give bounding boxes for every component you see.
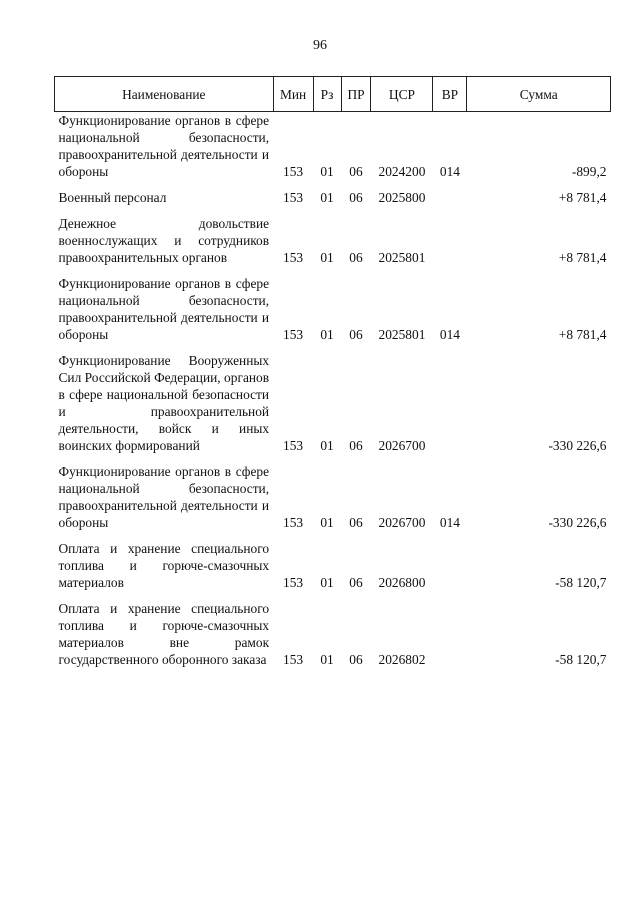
row-vr: [433, 215, 467, 275]
row-min: 153: [283, 327, 304, 342]
row-sum: -58 120,7: [555, 575, 607, 590]
header-csr: ЦСР: [371, 77, 433, 112]
row-min: 153: [283, 575, 304, 590]
row-sum: +8 781,4: [558, 327, 607, 342]
row-pr: 06: [349, 575, 363, 590]
row-rz: 01: [320, 327, 334, 342]
row-pr: 06: [349, 250, 363, 265]
row-pr: 06: [349, 652, 363, 667]
row-csr: 2026800: [378, 575, 426, 590]
table-row: [55, 275, 611, 352]
row-vr: 014: [439, 515, 460, 530]
row-vr: [433, 600, 467, 677]
row-sum: -899,2: [571, 164, 607, 179]
header-vr: ВР: [433, 77, 467, 112]
row-vr: [433, 352, 467, 463]
table-row: [55, 600, 611, 677]
row-min: 153: [283, 190, 304, 205]
row-csr: 2025801: [378, 250, 426, 265]
table-row: [55, 215, 611, 275]
row-pr: 06: [349, 164, 363, 179]
table-header: [55, 77, 611, 112]
table-body: [55, 112, 611, 678]
row-rz: 01: [320, 575, 334, 590]
row-name: Функционирование органов в сфере национальной безопасности, правоохранительной деятельности и обороны: [58, 113, 270, 179]
row-pr: 06: [349, 515, 363, 530]
row-min: 153: [283, 164, 304, 179]
row-min: 153: [283, 652, 304, 667]
row-sum: +8 781,4: [558, 250, 607, 265]
budget-table: [54, 76, 611, 677]
row-sum: -58 120,7: [555, 652, 607, 667]
row-name: Функционирование органов в сфере национальной безопасности, правоохранительной деятельности и обороны: [58, 464, 270, 530]
table-row: [55, 112, 611, 190]
row-name: Оплата и хранение специального топлива и горюче-смазочных материалов: [58, 541, 270, 590]
row-name: Оплата и хранение специального топлива и горюче-смазочных материалов вне рамок государственного оборонного заказа: [58, 601, 270, 667]
row-rz: 01: [320, 250, 334, 265]
table-row: [55, 540, 611, 600]
table-row: [55, 352, 611, 463]
table-row: [55, 463, 611, 540]
header-pr: ПР: [341, 77, 371, 112]
header-rz: Рз: [313, 77, 341, 112]
row-sum: -330 226,6: [548, 515, 607, 530]
row-name: Функционирование Вооруженных Сил Российской Федерации, органов в сфере национальной безопасности и правоохранительной деятельности, войск и иных воинских формирований: [58, 353, 270, 453]
row-pr: 06: [349, 327, 363, 342]
row-name: Денежное довольствие военнослужащих и сотрудников правоохранительных органов: [58, 216, 270, 265]
row-csr: 2026700: [378, 438, 426, 453]
row-csr: 2025800: [378, 190, 426, 205]
row-rz: 01: [320, 164, 334, 179]
row-csr: 2025801: [378, 327, 426, 342]
row-vr: [433, 189, 467, 215]
row-csr: 2026700: [378, 515, 426, 530]
row-name: Военный персонал: [58, 190, 167, 205]
row-vr: 014: [439, 164, 460, 179]
row-vr: [433, 540, 467, 600]
row-vr: 014: [439, 327, 460, 342]
header-min: Мин: [273, 77, 313, 112]
row-min: 153: [283, 250, 304, 265]
row-rz: 01: [320, 515, 334, 530]
header-name: Наименование: [55, 77, 274, 112]
row-sum: +8 781,4: [558, 190, 607, 205]
header-sum: Сумма: [467, 77, 611, 112]
page-number: 96: [313, 38, 327, 53]
row-rz: 01: [320, 190, 334, 205]
row-sum: -330 226,6: [548, 438, 607, 453]
row-rz: 01: [320, 652, 334, 667]
row-rz: 01: [320, 438, 334, 453]
row-pr: 06: [349, 190, 363, 205]
row-pr: 06: [349, 438, 363, 453]
row-min: 153: [283, 438, 304, 453]
row-csr: 2026802: [378, 652, 426, 667]
row-min: 153: [283, 515, 304, 530]
row-name: Функционирование органов в сфере национальной безопасности, правоохранительной деятельности и обороны: [58, 276, 270, 342]
table-row: [55, 189, 611, 215]
row-csr: 2024200: [378, 164, 426, 179]
